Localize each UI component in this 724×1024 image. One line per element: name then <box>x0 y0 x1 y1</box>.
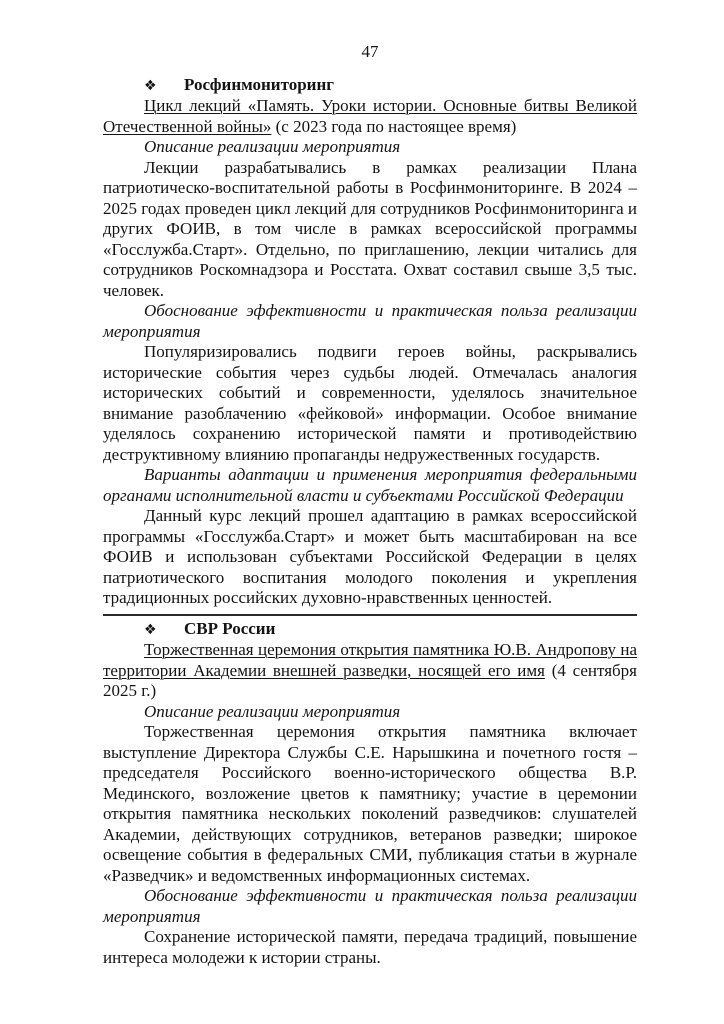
agency-heading <box>103 75 637 97</box>
event-title <box>103 640 637 702</box>
page-number: 47 <box>361 42 379 61</box>
subsection-label-description: Описание реализации мероприятия <box>144 137 401 156</box>
paragraph-adaptation: Данный курс лекций прошел адаптацию в рамках всероссийской программы «Госслужба.Старт» и может быть масштабирован на все ФОИВ и использован субъектами Российской Федерации в целях патриотического воспитания молодого поколения и укрепления традиционных российских духовно-нравственных ценностей. <box>103 506 637 607</box>
event-title-underlined: Торжественная церемония открытия памятника Ю.В. Андропову на территории Академии внешней разведки, носящей его имя <box>103 640 637 680</box>
paragraph-description: Лекции разрабатывались в рамках реализации Плана патриотическо-воспитательной работы в Росфинмониторинге. В 2024 – 2025 годах проведен цикл лекций для сотрудников Росфинмониторинга и других ФОИВ, в том числе в рамках всероссийской программы «Госслужба.Старт». Отдельно, по приглашению, лекции читались для сотрудников Роскомнадзора и Росстата. Охват составил свыше 3,5 тыс. человек. <box>103 157 637 300</box>
agency-heading <box>103 619 637 641</box>
agency-name: СВР России <box>184 618 276 638</box>
subsection-label-effectiveness: Обоснование эффективности и практическая польза реализации мероприятия <box>103 301 637 341</box>
subsection-label-adaptation: Варианты адаптации и применения мероприятия федеральными органами исполнительной власти и субъектами Российской Федерации <box>103 465 637 505</box>
event-title <box>103 96 637 137</box>
subsection-label-description: Описание реализации мероприятия <box>144 701 401 721</box>
diamond-bullet-icon: ❖ <box>144 77 157 94</box>
diamond-bullet-icon: ❖ <box>144 621 157 638</box>
paragraph-effectiveness: Сохранение исторической памяти, передача традиций, повышение интереса молодежи к истории страны. <box>103 927 637 967</box>
agency-name: Росфинмониторинг <box>184 74 334 94</box>
paragraph-description: Торжественная церемония открытия памятника включает выступление Директора Службы С.Е. Нарышкина и почетного гостя – председателя Российского военно-исторического общества В.Р. Мединского, возложение цветов к памятнику; участие в церемонии открытия памятника нескольких поколений разведчиков: слушателей Академии, действующих сотрудников, ветеранов разведки; широкое освещение события в федеральных СМИ, публикация статьи в журнале «Разведчик» и ведомственных информационных системах. <box>103 722 637 885</box>
section-svr <box>103 619 637 969</box>
event-title-underlined: Цикл лекций «Память. Уроки истории. Основные битвы Великой Отечественной войны» <box>103 96 637 136</box>
section-rosfinmonitoring <box>103 75 637 609</box>
subsection-label-effectiveness: Обоснование эффективности и практическая польза реализации мероприятия <box>103 886 637 926</box>
event-title-dates: (с 2023 года по настоящее время) <box>271 116 517 136</box>
section-divider <box>103 614 637 616</box>
event-title-dates: (4 сентября 2025 г.) <box>103 660 637 700</box>
paragraph-effectiveness: Популяризировались подвиги героев войны, раскрывались исторические события через судьбы людей. Отмечалась аналогия исторических событий и современности, уделялось значительное внимание разоблачению «фейковой» информации. Особое внимание уделялось сохранению исторической памяти и противодействию деструктивному влиянию пропаганды недружественных государств. <box>103 342 637 464</box>
